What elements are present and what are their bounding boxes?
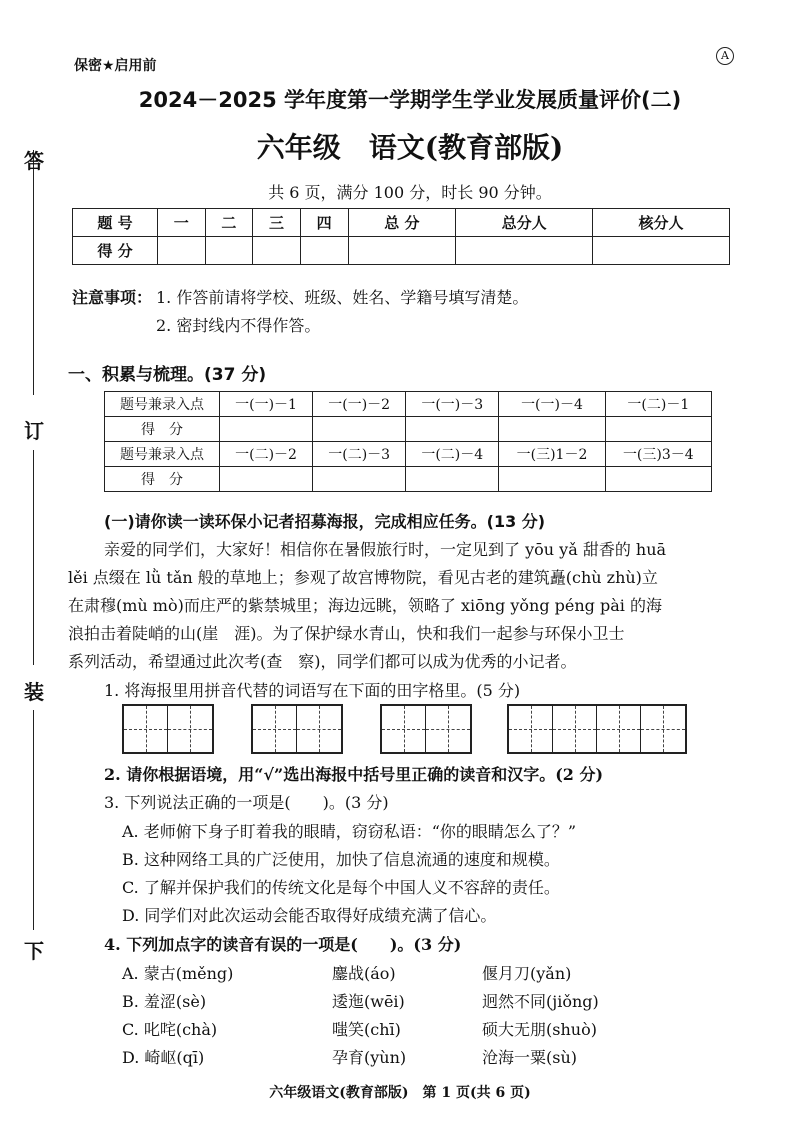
sub-table-cell: 一(三)1－2 bbox=[499, 442, 605, 467]
sub-table-cell: 一(一)－1 bbox=[220, 392, 313, 417]
option-item: D. 崎岖(qī) bbox=[122, 1048, 205, 1067]
option-row-a bbox=[122, 960, 682, 988]
question-3: 3. 下列说法正确的一项是( )。(3 分) bbox=[104, 793, 389, 812]
sub-score-input[interactable] bbox=[220, 417, 313, 442]
option-a: A. 老师俯下身子盯着我的眼睛，窃窃私语：“你的眼睛怎么了？” bbox=[122, 822, 577, 841]
option-item: C. 叱咤(chà) bbox=[122, 1020, 218, 1039]
binding-line-middle bbox=[33, 450, 34, 665]
binding-line-bottom bbox=[33, 710, 34, 930]
score-header-cell: 题 号 bbox=[73, 209, 158, 237]
grid-cell[interactable] bbox=[509, 706, 553, 752]
grid-cell[interactable] bbox=[553, 706, 597, 752]
sub-table-cell: 一(二)－3 bbox=[313, 442, 406, 467]
margin-label-xia: 下 bbox=[24, 939, 44, 963]
score-input-cell[interactable] bbox=[348, 237, 456, 265]
option-row-c bbox=[122, 1016, 682, 1044]
sub-table-cell: 一(一)－4 bbox=[499, 392, 605, 417]
question-2: 2. 请你根据语境，用“√”选出海报中括号里正确的读音和汉字。(2 分) bbox=[104, 765, 604, 784]
sub-table-row bbox=[105, 392, 712, 417]
sub-table-cell: 一(一)－3 bbox=[406, 392, 499, 417]
notes-label: 注意事项： bbox=[72, 288, 153, 307]
score-input-cell[interactable] bbox=[205, 237, 253, 265]
option-item: 逶迤(wēi) bbox=[332, 992, 405, 1011]
sub-table-label: 得 分 bbox=[105, 417, 220, 442]
score-input-cell[interactable] bbox=[456, 237, 593, 265]
sub-table-cell: 一(二)－1 bbox=[605, 392, 711, 417]
notes-item: 1. 作答前请将学校、班级、姓名、学籍号填写清楚。 bbox=[156, 288, 529, 307]
sub-score-input[interactable] bbox=[605, 417, 711, 442]
question-4-options bbox=[122, 960, 682, 1072]
sub-score-input[interactable] bbox=[313, 467, 406, 492]
score-table bbox=[72, 208, 730, 265]
option-d: D. 同学们对此次运动会能否取得好成绩充满了信心。 bbox=[122, 906, 497, 925]
sub-score-input[interactable] bbox=[220, 467, 313, 492]
sub-score-input[interactable] bbox=[499, 467, 605, 492]
option-item: B. 羞涩(sè) bbox=[122, 992, 207, 1011]
sub-table-cell: 一(二)－4 bbox=[406, 442, 499, 467]
option-item: 鏖战(áo) bbox=[332, 964, 396, 983]
margin-label-zhuang: 装 bbox=[24, 680, 44, 704]
option-item: 偃月刀(yǎn) bbox=[482, 964, 572, 983]
sub-table-label: 题号兼录入点 bbox=[105, 442, 220, 467]
sub-table-label: 得 分 bbox=[105, 467, 220, 492]
score-input-cell[interactable] bbox=[253, 237, 301, 265]
option-row-d bbox=[122, 1044, 682, 1072]
grid-cell[interactable] bbox=[253, 706, 297, 752]
secret-label: 保密★启用前 bbox=[74, 58, 157, 74]
sub-table-row bbox=[105, 417, 712, 442]
sub-score-input[interactable] bbox=[499, 417, 605, 442]
option-item: 嗤笑(chī) bbox=[332, 1020, 401, 1039]
notes-item: 2. 密封线内不得作答。 bbox=[156, 316, 321, 335]
subject-title: 六年级 语文(教育部版) bbox=[256, 131, 564, 164]
grid-cell[interactable] bbox=[426, 706, 470, 752]
grid-cell[interactable] bbox=[382, 706, 426, 752]
exam-title: 2024－2025 学年度第一学期学生学业发展质量评价(二) bbox=[138, 88, 682, 112]
passage-line: 系列活动，希望通过此次考(查 察)，同学们都可以成为优秀的小记者。 bbox=[68, 652, 577, 671]
score-table-header-row bbox=[73, 209, 730, 237]
section-title: 一、积累与梳理。(37 分) bbox=[68, 365, 267, 385]
score-table-score-row bbox=[73, 237, 730, 265]
sub-table-cell: 一(二)－2 bbox=[220, 442, 313, 467]
writing-grid-1[interactable] bbox=[122, 704, 214, 754]
sub-score-input[interactable] bbox=[406, 417, 499, 442]
option-c: C. 了解并保护我们的传统文化是每个中国人义不容辞的责任。 bbox=[122, 878, 560, 897]
sub-table-row bbox=[105, 467, 712, 492]
score-input-cell[interactable] bbox=[593, 237, 730, 265]
option-item: 沧海一粟(sù) bbox=[482, 1048, 578, 1067]
part-title: (一)请你读一读环保小记者招募海报，完成相应任务。(13 分) bbox=[104, 512, 546, 531]
score-input-cell[interactable] bbox=[300, 237, 348, 265]
option-b: B. 这种网络工具的广泛使用，加快了信息流通的速度和规模。 bbox=[122, 850, 560, 869]
question-4: 4. 下列加点字的读音有误的一项是( )。(3 分) bbox=[104, 935, 462, 954]
score-header-cell: 核分人 bbox=[593, 209, 730, 237]
score-row-label: 得 分 bbox=[73, 237, 158, 265]
score-header-cell: 总分人 bbox=[456, 209, 593, 237]
writing-grid-2[interactable] bbox=[251, 704, 343, 754]
passage-line: 亲爱的同学们，大家好！相信你在暑假旅行时，一定见到了 yōu yǎ 甜香的 huā bbox=[104, 540, 667, 559]
sub-table-cell: 一(一)－2 bbox=[313, 392, 406, 417]
option-item: A. 蒙古(měng) bbox=[122, 964, 234, 983]
grid-cell[interactable] bbox=[641, 706, 685, 752]
passage-line: 浪拍击着陡峭的山(崖 涯)。为了保护绿水青山，快和我们一起参与环保小卫士 bbox=[68, 624, 625, 643]
option-item: 硕大无朋(shuò) bbox=[482, 1020, 597, 1039]
writing-grid-3[interactable] bbox=[380, 704, 472, 754]
sub-score-input[interactable] bbox=[406, 467, 499, 492]
score-header-cell: 二 bbox=[205, 209, 253, 237]
sub-score-input[interactable] bbox=[605, 467, 711, 492]
grid-cell[interactable] bbox=[597, 706, 641, 752]
score-header-cell: 四 bbox=[300, 209, 348, 237]
score-input-cell[interactable] bbox=[158, 237, 206, 265]
writing-grid-4[interactable] bbox=[507, 704, 687, 754]
score-header-cell: 一 bbox=[158, 209, 206, 237]
sub-table-row bbox=[105, 442, 712, 467]
question-1: 1. 将海报里用拼音代替的词语写在下面的田字格里。(5 分) bbox=[104, 681, 521, 700]
exam-info: 共 6 页，满分 100 分，时长 90 分钟。 bbox=[268, 183, 552, 202]
passage-line: 在肃穆(mù mò)而庄严的紫禁城里；海边远眺，领略了 xiōng yǒng péng pài 的海 bbox=[68, 596, 662, 615]
sub-table-label: 题号兼录入点 bbox=[105, 392, 220, 417]
passage-line: lěi 点缀在 lǜ tǎn 般的草地上；参观了故宫博物院，看见古老的建筑矗(chù zhù)立 bbox=[68, 568, 658, 587]
passage bbox=[68, 536, 738, 676]
margin-label-ding: 订 bbox=[24, 419, 44, 443]
binding-line-top bbox=[33, 150, 34, 395]
sub-table-cell: 一(三)3－4 bbox=[605, 442, 711, 467]
paper-version-mark: A bbox=[716, 47, 734, 65]
page-footer: 六年级语文(教育部版) 第 1 页(共 6 页) bbox=[269, 1085, 531, 1101]
grid-cell[interactable] bbox=[297, 706, 341, 752]
option-item: 孕育(yùn) bbox=[332, 1048, 407, 1067]
option-row-b bbox=[122, 988, 682, 1016]
grid-cell[interactable] bbox=[124, 706, 168, 752]
grid-cell[interactable] bbox=[168, 706, 212, 752]
margin-label-da: 答 bbox=[24, 149, 44, 173]
section-score-table bbox=[104, 391, 712, 492]
option-item: 迥然不同(jiǒng) bbox=[482, 992, 599, 1011]
score-header-cell: 总 分 bbox=[348, 209, 456, 237]
score-header-cell: 三 bbox=[253, 209, 301, 237]
sub-score-input[interactable] bbox=[313, 417, 406, 442]
question-3-options bbox=[122, 818, 576, 930]
